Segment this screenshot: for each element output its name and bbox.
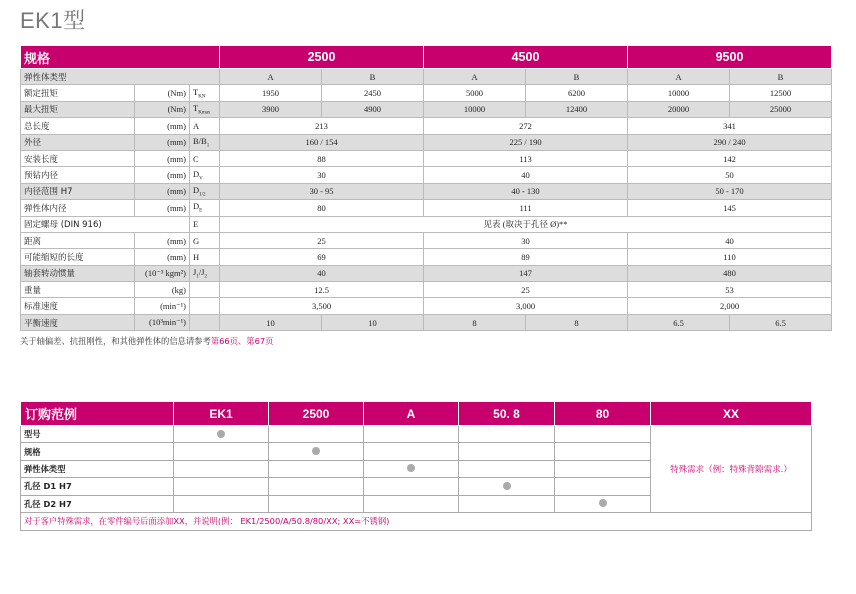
order-cell bbox=[269, 443, 364, 460]
spec-table bbox=[20, 45, 832, 331]
cell: A bbox=[628, 69, 730, 85]
order-cell bbox=[269, 460, 364, 477]
row-label: 总长度 bbox=[21, 118, 135, 134]
row-unit: (Nm) bbox=[135, 101, 190, 117]
row-symbol: C bbox=[190, 150, 220, 166]
row-unit: (mm) bbox=[135, 150, 190, 166]
cell: 3,500 bbox=[220, 298, 424, 314]
spec-row-nut bbox=[21, 216, 832, 232]
cell: 40 bbox=[628, 232, 832, 248]
order-cell bbox=[459, 443, 555, 460]
row-label: 标准速度 bbox=[21, 298, 135, 314]
row-symbol: $T_{KN}$ bbox=[190, 85, 220, 101]
order-row-label: 孔径 D2 H7 bbox=[21, 495, 174, 512]
row-label: 重量 bbox=[21, 282, 135, 298]
cell: 142 bbox=[628, 150, 832, 166]
row-unit: (mm) bbox=[135, 167, 190, 183]
row-symbol bbox=[190, 314, 220, 330]
row-unit: (mm) bbox=[135, 118, 190, 134]
cell: B bbox=[322, 69, 424, 85]
order-header-cell: 2500 bbox=[269, 402, 364, 426]
order-cell bbox=[364, 478, 459, 495]
spec-row-pilot bbox=[21, 167, 832, 183]
cell: 110 bbox=[628, 249, 832, 265]
cell: 145 bbox=[628, 200, 832, 216]
cell: 30 bbox=[424, 232, 628, 248]
order-footer-note: 对于客户特殊需求，在零件编号后面添加XX，并说明(例： EK1/2500/A/50.8/80/XX; XX=不锈钢) bbox=[21, 512, 812, 530]
marker-dot-icon bbox=[217, 430, 225, 438]
row-symbol bbox=[190, 282, 220, 298]
size-header: 2500 bbox=[220, 46, 424, 69]
cell: 6.5 bbox=[628, 314, 730, 330]
row-unit: (Nm) bbox=[135, 85, 190, 101]
row-symbol: G bbox=[190, 232, 220, 248]
size-header: 4500 bbox=[424, 46, 628, 69]
row-symbol: $D_E$ bbox=[190, 200, 220, 216]
cell: A bbox=[220, 69, 322, 85]
marker-dot-icon bbox=[312, 447, 320, 455]
order-cell bbox=[174, 460, 269, 477]
row-label: 固定螺母 (DIN 916) bbox=[21, 216, 190, 232]
cell: 8 bbox=[424, 314, 526, 330]
cell: 53 bbox=[628, 282, 832, 298]
row-unit: (mm) bbox=[135, 134, 190, 150]
cell: 10 bbox=[322, 314, 424, 330]
order-header-cell: 80 bbox=[555, 402, 651, 426]
spec-header-row bbox=[21, 46, 832, 69]
marker-dot-icon bbox=[407, 464, 415, 472]
order-cell bbox=[174, 478, 269, 495]
order-cell bbox=[174, 495, 269, 512]
row-symbol: $B/B_1$ bbox=[190, 134, 220, 150]
cell: 6200 bbox=[526, 85, 628, 101]
order-row-label: 型号 bbox=[21, 426, 174, 443]
order-cell bbox=[555, 460, 651, 477]
cell: 111 bbox=[424, 200, 628, 216]
row-label: 最大扭矩 bbox=[21, 101, 135, 117]
cell: 20000 bbox=[628, 101, 730, 117]
order-cell bbox=[459, 478, 555, 495]
row-symbol: $J_1/J_2$ bbox=[190, 265, 220, 281]
order-header-cell: XX bbox=[651, 402, 812, 426]
special-requirement-cell: 特殊需求（例：特殊背隙需求.） bbox=[651, 426, 812, 513]
row-label: 平衡速度 bbox=[21, 314, 135, 330]
reference-pages-link[interactable]: 第66页、第67页 bbox=[210, 336, 274, 346]
cell: B bbox=[730, 69, 832, 85]
order-header-row bbox=[21, 402, 812, 426]
spec-row-speed bbox=[21, 298, 832, 314]
cell: 12.5 bbox=[220, 282, 424, 298]
cell: 12500 bbox=[730, 85, 832, 101]
row-label: 额定扭矩 bbox=[21, 85, 135, 101]
cell: 80 bbox=[220, 200, 424, 216]
row-label: 弹性体类型 bbox=[21, 69, 220, 85]
row-unit: (kg) bbox=[135, 282, 190, 298]
cell: 25000 bbox=[730, 101, 832, 117]
row-unit: (10⁻³ kgm²) bbox=[135, 265, 190, 281]
spec-row-balance bbox=[21, 314, 832, 330]
cell: 2450 bbox=[322, 85, 424, 101]
order-cell bbox=[555, 443, 651, 460]
order-cell bbox=[555, 478, 651, 495]
spec-row-dist bbox=[21, 232, 832, 248]
cell: 1950 bbox=[220, 85, 322, 101]
cell: A bbox=[424, 69, 526, 85]
cell: 213 bbox=[220, 118, 424, 134]
order-cell bbox=[269, 495, 364, 512]
spec-row-od bbox=[21, 134, 832, 150]
cell: 272 bbox=[424, 118, 628, 134]
order-example-table bbox=[20, 401, 812, 531]
order-header-cell: A bbox=[364, 402, 459, 426]
marker-dot-icon bbox=[599, 499, 607, 507]
order-row-label: 规格 bbox=[21, 443, 174, 460]
order-row-label: 孔径 D1 H7 bbox=[21, 478, 174, 495]
cell: 40 - 130 bbox=[424, 183, 628, 199]
row-unit: (10³min⁻¹) bbox=[135, 314, 190, 330]
row-label: 内径范围 H7 bbox=[21, 183, 135, 199]
cell: 25 bbox=[220, 232, 424, 248]
order-cell bbox=[555, 495, 651, 512]
row-unit: (mm) bbox=[135, 249, 190, 265]
cell: 160 / 154 bbox=[220, 134, 424, 150]
cell: 3900 bbox=[220, 101, 322, 117]
cell: 10 bbox=[220, 314, 322, 330]
order-header-cell: 50. 8 bbox=[459, 402, 555, 426]
cell: 147 bbox=[424, 265, 628, 281]
cell: B bbox=[526, 69, 628, 85]
order-footer-row bbox=[21, 512, 812, 530]
cell: 10000 bbox=[628, 85, 730, 101]
cell: 40 bbox=[424, 167, 628, 183]
cell: 480 bbox=[628, 265, 832, 281]
row-symbol: $D_V$ bbox=[190, 167, 220, 183]
cell: 4900 bbox=[322, 101, 424, 117]
cell: 290 / 240 bbox=[628, 134, 832, 150]
spec-row-inertia bbox=[21, 265, 832, 281]
cell: 10000 bbox=[424, 101, 526, 117]
spec-row-type bbox=[21, 69, 832, 85]
row-symbol: $D_{1/2}$ bbox=[190, 183, 220, 199]
cell: 225 / 190 bbox=[424, 134, 628, 150]
row-label: 距离 bbox=[21, 232, 135, 248]
cell: 3,000 bbox=[424, 298, 628, 314]
order-cell bbox=[364, 443, 459, 460]
order-row-label: 弹性体类型 bbox=[21, 460, 174, 477]
cell: 5000 bbox=[424, 85, 526, 101]
cell: 12400 bbox=[526, 101, 628, 117]
order-cell bbox=[459, 460, 555, 477]
row-label: 外径 bbox=[21, 134, 135, 150]
cell: 40 bbox=[220, 265, 424, 281]
spec-row-elid bbox=[21, 200, 832, 216]
cell: 69 bbox=[220, 249, 424, 265]
row-symbol: E bbox=[190, 216, 220, 232]
spec-header-label: 规格 bbox=[21, 46, 220, 69]
cell: 341 bbox=[628, 118, 832, 134]
row-label: 轴套转动惯量 bbox=[21, 265, 135, 281]
spec-row-weight bbox=[21, 282, 832, 298]
row-symbol bbox=[190, 298, 220, 314]
cell: 30 - 95 bbox=[220, 183, 424, 199]
cell: 8 bbox=[526, 314, 628, 330]
row-symbol: H bbox=[190, 249, 220, 265]
reference-note-text: 关于轴偏差、抗扭刚性，和其他弹性体的信息请参考 bbox=[20, 336, 211, 346]
marker-dot-icon bbox=[503, 482, 511, 490]
cell: 30 bbox=[220, 167, 424, 183]
order-cell bbox=[364, 460, 459, 477]
row-unit: (mm) bbox=[135, 183, 190, 199]
cell: 113 bbox=[424, 150, 628, 166]
order-header-cell: EK1 bbox=[174, 402, 269, 426]
order-header-label: 订购范例 bbox=[21, 402, 174, 426]
order-cell bbox=[269, 426, 364, 443]
row-unit: (min⁻¹) bbox=[135, 298, 190, 314]
spec-row-max bbox=[21, 101, 832, 117]
cell: 50 - 170 bbox=[628, 183, 832, 199]
cell: 2,000 bbox=[628, 298, 832, 314]
spec-row-short bbox=[21, 249, 832, 265]
cell: 6.5 bbox=[730, 314, 832, 330]
order-cell bbox=[269, 478, 364, 495]
order-cell bbox=[459, 495, 555, 512]
row-symbol: A bbox=[190, 118, 220, 134]
row-unit: (mm) bbox=[135, 232, 190, 248]
order-row bbox=[21, 426, 812, 443]
page-title: EK1型 bbox=[20, 8, 86, 33]
order-cell bbox=[459, 426, 555, 443]
row-unit: (mm) bbox=[135, 200, 190, 216]
cell: 见表 (取决于孔径 Ø)** bbox=[220, 216, 832, 232]
order-cell bbox=[174, 443, 269, 460]
reference-note bbox=[20, 335, 273, 347]
row-label: 安装长度 bbox=[21, 150, 135, 166]
row-label: 预钻内径 bbox=[21, 167, 135, 183]
row-label: 可能缩短的长度 bbox=[21, 249, 135, 265]
order-cell bbox=[174, 426, 269, 443]
order-cell bbox=[555, 426, 651, 443]
size-header: 9500 bbox=[628, 46, 832, 69]
cell: 25 bbox=[424, 282, 628, 298]
spec-row-mount bbox=[21, 150, 832, 166]
cell: 89 bbox=[424, 249, 628, 265]
row-label: 弹性体内径 bbox=[21, 200, 135, 216]
order-cell bbox=[364, 426, 459, 443]
order-cell bbox=[364, 495, 459, 512]
cell: 88 bbox=[220, 150, 424, 166]
spec-row-rated bbox=[21, 85, 832, 101]
spec-row-length bbox=[21, 118, 832, 134]
spec-row-bore bbox=[21, 183, 832, 199]
cell: 50 bbox=[628, 167, 832, 183]
row-symbol: $T_{Kmax}$ bbox=[190, 101, 220, 117]
